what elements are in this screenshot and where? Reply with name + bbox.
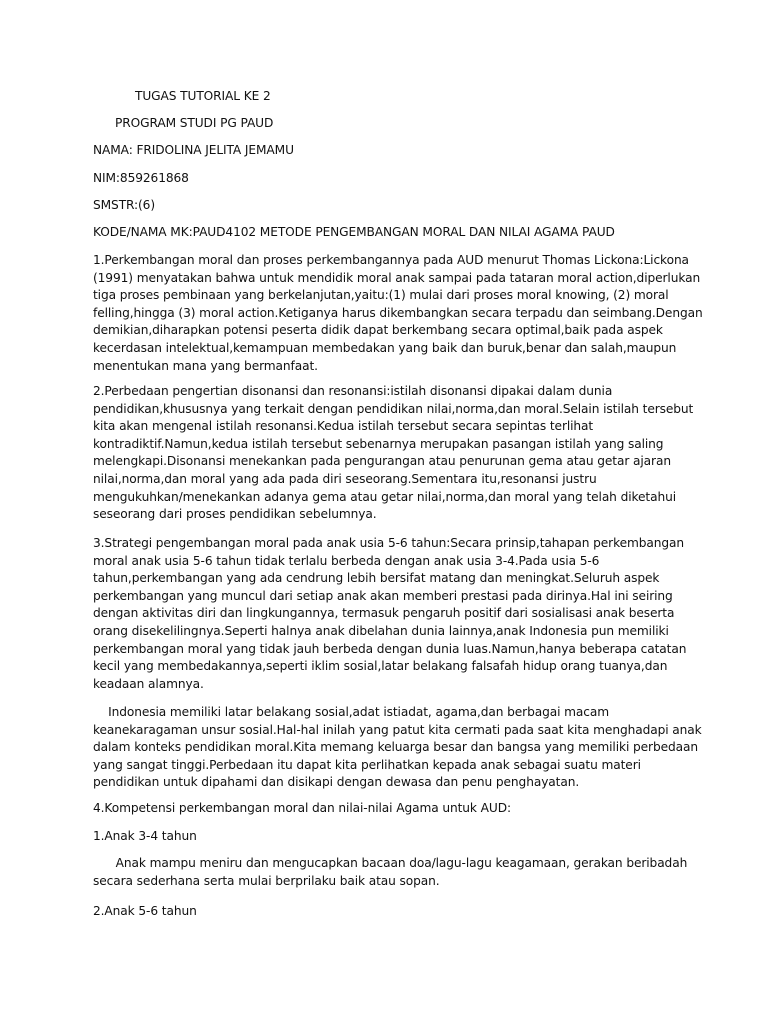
paragraph-2 — [93, 383, 694, 524]
paragraph-line: nilai,norma,dan moral yang ada pada diri seseorang.Sementara itu,resonansi justru — [93, 471, 597, 486]
paragraph-line: tahun,perkembangan yang ada cendrung lebih bersifat matang dan meningkat.Seluruh aspek — [93, 571, 660, 586]
paragraph-line: demikian,diharapkan potensi peserta didik dapat berkembang secara optimal,baik pada aspek — [93, 323, 663, 338]
paragraph-line: seseorang dari proses pendidikan sebelumnya. — [93, 507, 377, 522]
paragraph-line: keadaan alamnya. — [93, 676, 204, 691]
paragraph-line: 3.Strategi pengembangan moral pada anak usia 5-6 tahun:Secara prinsip,tahapan perkembangan — [93, 536, 685, 550]
competency-heading — [93, 800, 678, 818]
paragraph-line: 2.Perbedaan pengertian disonansi dan resonansi:istilah disonansi dipakai dalam dunia — [93, 384, 613, 398]
semester: SMSTR:(6) — [93, 198, 155, 212]
paragraph-line: pendidikan untuk dipahami dan disikapi dengan dewasa dan penu penghayatan. — [93, 775, 580, 790]
paragraph-line: Anak mampu meniru dan mengucapkan bacaan doa/lagu-lagu keagamaan, gerakan beribadah — [93, 856, 688, 870]
paragraph-1 — [93, 252, 703, 375]
course-code: KODE/NAMA MK:PAUD4102 METODE PENGEMBANGAN MORAL DAN NILAI AGAMA PAUD — [93, 225, 615, 239]
paragraph-line: keanekaragaman unsur sosial.Hal-hal inilah yang patut kita cermati pada saat kita menghadapi anak — [93, 722, 702, 737]
paragraph-line: yang sangat tinggi.Perbedaan itu dapat kita perlihatkan kepada anak sebagai suatu materi — [93, 757, 641, 772]
paragraph-line: tiga proses pembinaan yang berkelanjutan,yaitu:(1) mulai dari proses moral knowing, (2) moral — [93, 288, 669, 303]
paragraph-line: perkembangan moral yang tidak jauh berbeda dengan dunia luas.Namun,hanya beberapa catatan — [93, 641, 687, 656]
paragraph-line: secara sederhana serta mulai berprilaku baik atau sopan. — [93, 873, 440, 888]
paragraph-line: 1.Perkembangan moral dan proses perkembangannya pada AUD menurut Thomas Lickona:Lickona — [93, 253, 689, 267]
paragraph-3 — [93, 535, 687, 693]
paragraph-line: perkembangan yang muncul dari setiap anak akan memberi prestasi pada dirinya.Hal ini seiring — [93, 588, 673, 603]
paragraph-line: dalam konteks pendidikan moral.Kita memang keluarga besar dan bangsa yang memiliki perbedaan — [93, 740, 698, 755]
paragraph-line: menentukan mana yang bermanfaat. — [93, 358, 318, 373]
paragraph-line: kita akan mengenal istilah resonansi.Kedua istilah tersebut secara sepintas terlihat — [93, 419, 594, 434]
student-name: NAMA: FRIDOLINA JELITA JEMAMU — [93, 143, 294, 157]
paragraph-line: kecerdasan intelektual,kemampuan membedakan yang baik dan buruk,benar dan salah,maupun — [93, 340, 677, 355]
paragraph-line: (1991) menyatakan bahwa untuk mendidik moral anak sampai pada tataran moral action,diperlukan — [93, 270, 701, 285]
student-nim: NIM:859261868 — [93, 171, 189, 185]
paragraph-line: dengan aktivitas diri dan lingkungannya, termasuk pengaruh positif dari sosialisasi anak beserta — [93, 606, 675, 621]
paragraph-line: Indonesia memiliki latar belakang sosial,adat istiadat, agama,dan berbagai macam — [93, 705, 610, 719]
age-3-4-heading — [93, 828, 678, 846]
paragraph-line: 4.Kompetensi perkembangan moral dan nilai-nilai Agama untuk AUD: — [93, 801, 511, 815]
paragraph-line: pendidikan,khususnya yang terkait dengan pendidikan nilai,norma,dan moral.Selain istilah tersebut — [93, 401, 694, 416]
paragraph-line: melengkapi.Disonansi menekankan pada pengurangan atau penurunan gema atau getar ajaran — [93, 454, 671, 469]
paragraph-line: moral anak usia 5-6 tahun tidak terlalu berbeda dengan anak usia 3-4.Pada usia 5-6 — [93, 553, 600, 568]
program-label: PROGRAM STUDI PG PAUD — [115, 116, 274, 130]
paragraph-line: 2.Anak 5-6 tahun — [93, 904, 197, 918]
assignment-title: TUGAS TUTORIAL KE 2 — [135, 89, 271, 103]
age-5-6-heading — [93, 903, 678, 921]
paragraph-line: 1.Anak 3-4 tahun — [93, 829, 197, 843]
paragraph-4 — [93, 704, 702, 792]
paragraph-line: mengukuhkan/menekankan adanya gema atau getar nilai,norma,dan moral yang telah diketahui — [93, 489, 677, 504]
age-3-4-description — [93, 855, 688, 890]
paragraph-line: orang disekelilingnya.Seperti halnya anak dibelahan dunia lainnya,anak Indonesia pun memiliki — [93, 623, 669, 638]
paragraph-line: kecil yang membedakannya,seperti iklim sosial,latar belakang falsafah hidup orang tuanya,dan — [93, 659, 668, 674]
paragraph-line: kontradiktif.Namun,kedua istilah tersebut sebenarnya merupakan pasangan istilah yang saling — [93, 436, 664, 451]
paragraph-line: felling,hingga (3) moral action.Ketiganya harus dikembangkan secara terpadu dan seimbang.Dengan — [93, 305, 703, 320]
